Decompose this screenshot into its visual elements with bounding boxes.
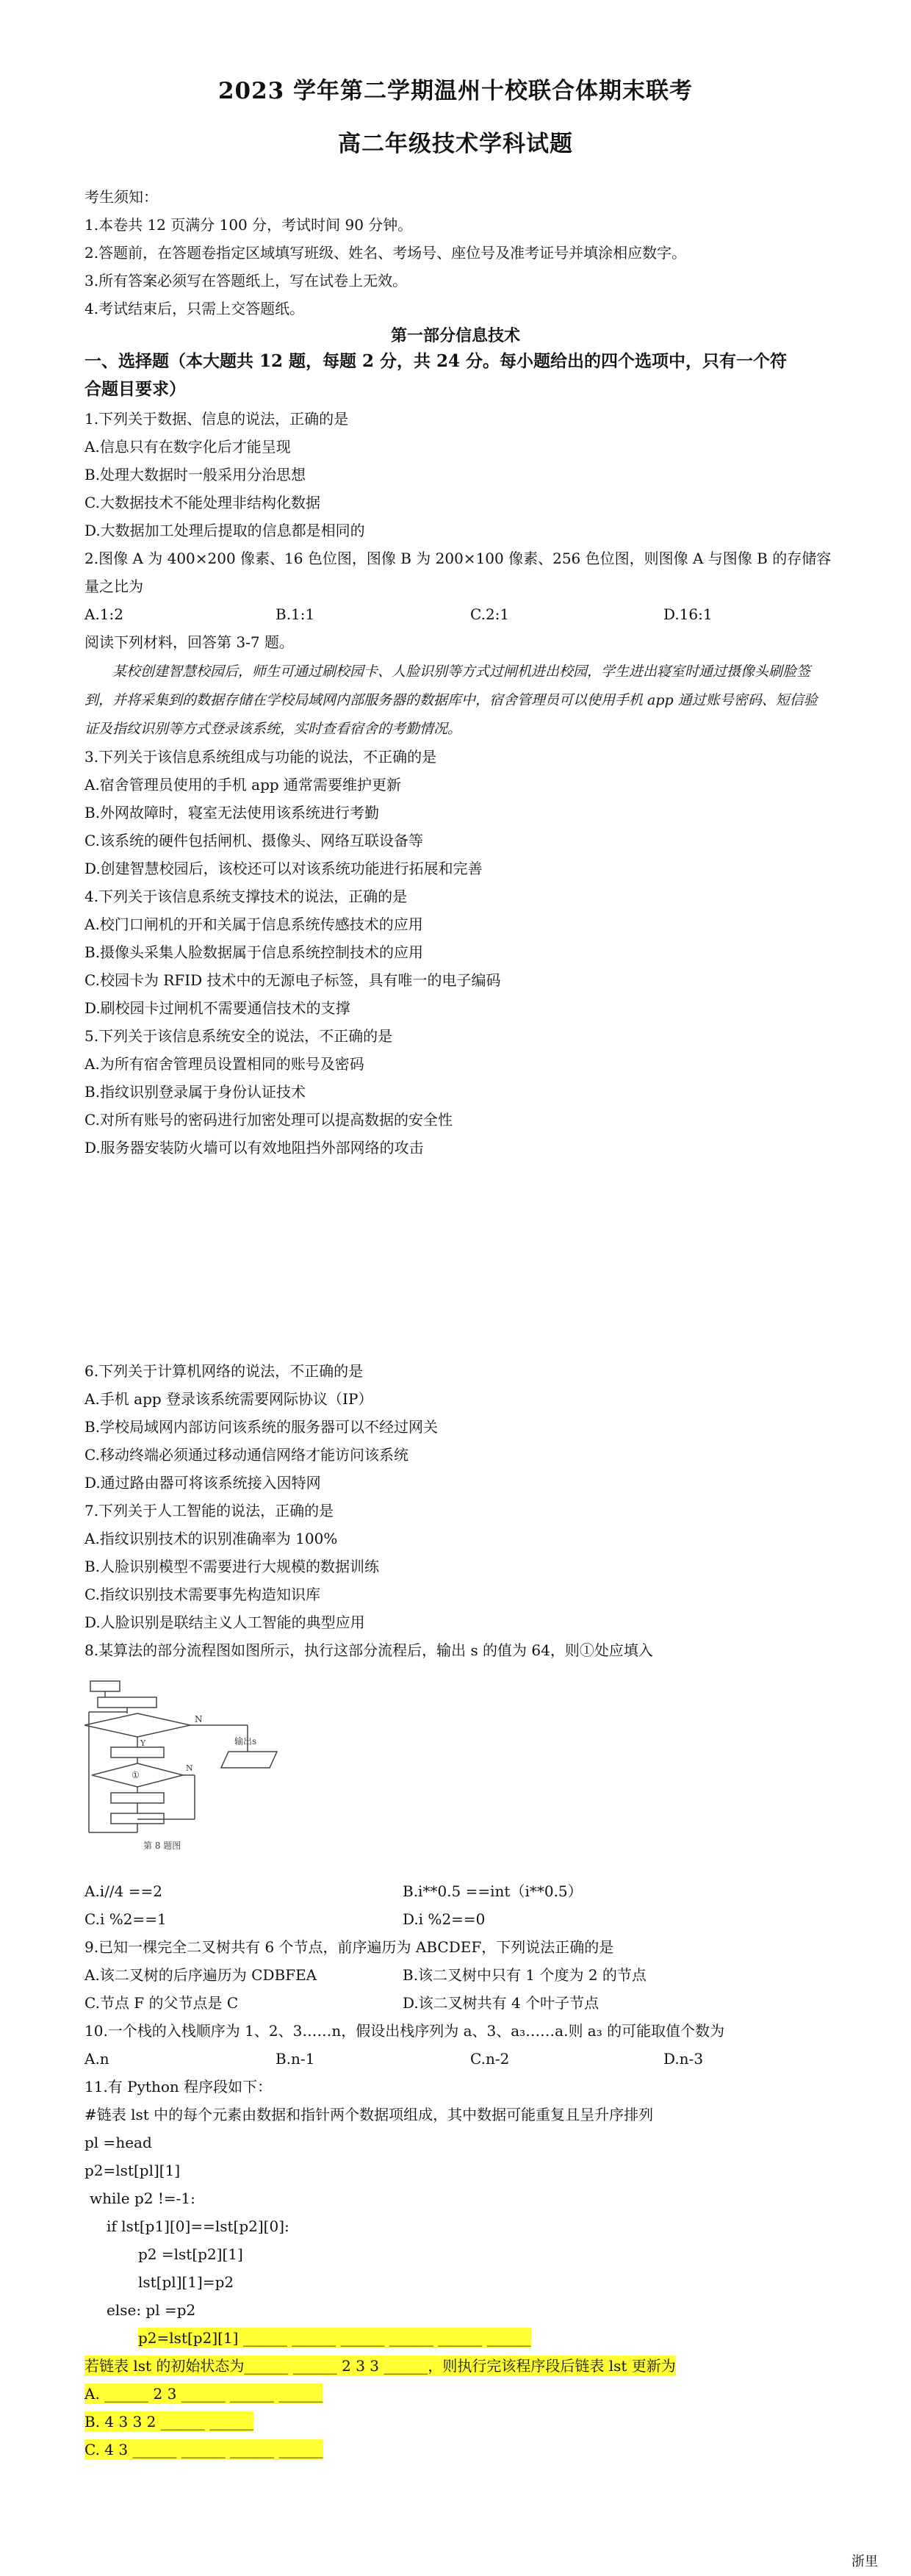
question-stem: 1.下列关于数据、信息的说法，正确的是	[84, 410, 349, 428]
code-line: lst[pl][1]=p2	[138, 2273, 234, 2291]
part-title: 第一部分信息技术	[390, 326, 520, 345]
option: A.校门口闸机的开和关属于信息系统传感技术的应用	[84, 915, 423, 933]
question-stem: 3.下列关于该信息系统组成与功能的说法，不正确的是	[84, 748, 437, 766]
flow-output	[221, 1752, 277, 1768]
option: B.学校局域网内部访问该系统的服务器可以不经过网关	[84, 1418, 439, 1436]
flow-blank-marker: ①	[132, 1770, 140, 1780]
option: D.服务器安装防火墙可以有效地阻挡外部网络的攻击	[84, 1139, 424, 1156]
code-line: p2 =lst[p2][1]	[138, 2245, 243, 2263]
option: D.人脸识别是联结主义人工智能的典型应用	[84, 1613, 365, 1631]
code-line: pl =head	[84, 2134, 152, 2151]
reading-passage: 某校创建智慧校园后，师生可通过刷校园卡、人脸识别等方式过闸机进出校园，学生进出寝室时通过摄像头刷脸签到，并将采集到的数据存储在学校局域网内部服务器的数据库中，宿舍管理员可以使用手机 app 通过账号密码、短信验证及指纹识别等方式登录该系统，实时查看宿舍的考勤情况。	[84, 663, 818, 737]
option: A.信息只有在数字化后才能呈现	[84, 438, 291, 456]
option: B.该二叉树中只有 1 个度为 2 的节点	[403, 1966, 647, 1984]
flowchart-figure	[84, 1675, 320, 1866]
option: C.指纹识别技术需要事先构造知识库	[84, 1586, 320, 1603]
flow-decision-loop	[84, 1713, 190, 1737]
option: A.该二叉树的后序遍历为 CDBFEA	[84, 1966, 317, 1984]
question-stem: 5.下列关于该信息系统安全的说法，不正确的是	[84, 1027, 393, 1045]
reading-intro: 阅读下列材料，回答第 3-7 题。	[84, 633, 294, 651]
option: A.n	[84, 2050, 109, 2068]
option: C.校园卡为 RFID 技术中的无源电子标签，具有唯一的电子编码	[84, 971, 501, 989]
option: B.处理大数据时一般采用分治思想	[84, 466, 306, 483]
option: B.i**0.5 ==int（i**0.5）	[403, 1882, 583, 1900]
notice-item: 1.本卷共 12 页满分 100 分，考试时间 90 分钟。	[84, 216, 413, 234]
flow-label-n: N	[195, 1714, 203, 1724]
question-stem: 6.下列关于计算机网络的说法，不正确的是	[84, 1362, 364, 1380]
notice-item: 2.答题前，在答题卷指定区域填写班级、姓名、考场号、座位号及准考证号并填涂相应数字。	[84, 244, 687, 262]
option: A.为所有宿舍管理员设置相同的账号及密码	[84, 1055, 364, 1073]
option: C.2:1	[470, 605, 510, 623]
flow-process	[98, 1697, 156, 1708]
option-highlighted: A. ______ 2 3 ______ ______ ______	[84, 2385, 323, 2403]
option: B.指纹识别登录属于身份认证技术	[84, 1083, 306, 1101]
code-line: #链表 lst 中的每个元素由数据和指针两个数据项组成，其中数据可能重复且呈升序排列	[84, 2106, 654, 2123]
option: A.手机 app 登录该系统需要网际协议（IP）	[84, 1390, 373, 1408]
question-stem: 11.有 Python 程序段如下：	[84, 2078, 273, 2095]
option: C.该系统的硬件包括闸机、摄像头、网络互联设备等	[84, 832, 423, 849]
flow-start	[90, 1681, 120, 1691]
code-line: else: pl =p2	[107, 2301, 196, 2319]
corner-mark: 浙里	[851, 2554, 878, 2569]
option: D.通过路由器可将该系统接入因特网	[84, 1474, 321, 1492]
option: B.1:1	[276, 605, 315, 623]
option: C.移动终端必须通过移动通信网络才能访问该系统	[84, 1446, 408, 1464]
option: A.宿舍管理员使用的手机 app 通常需要维护更新	[84, 776, 402, 794]
option: C.n-2	[470, 2050, 510, 2068]
flow-label-y: Y	[140, 1738, 146, 1748]
notice-label: 考生须知：	[84, 188, 158, 206]
section-heading-cont: 合题目要求）	[84, 379, 186, 399]
option: C.i %2==1	[84, 1910, 167, 1928]
option: B.摄像头采集人脸数据属于信息系统控制技术的应用	[84, 943, 424, 961]
code-line: while p2 !=-1:	[90, 2190, 195, 2207]
exam-subtitle: 高二年级技术学科试题	[338, 131, 573, 157]
option-highlighted: C. 4 3 ______ ______ ______ ______	[84, 2441, 323, 2458]
notice-item: 4.考试结束后，只需上交答题纸。	[84, 300, 305, 317]
option: A.1:2	[84, 605, 123, 623]
option-highlighted: B. 4 3 3 2 ______ ______	[84, 2413, 254, 2431]
option: B.n-1	[276, 2050, 315, 2068]
exam-title: 2023 学年第二学期温州十校联合体期末联考	[217, 78, 694, 104]
option: D.创建智慧校园后，该校还可以对该系统功能进行拓展和完善	[84, 860, 483, 877]
notice-item: 3.所有答案必须写在答题纸上，写在试卷上无效。	[84, 272, 408, 289]
option: B.人脸识别模型不需要进行大规模的数据训练	[84, 1558, 380, 1575]
figure-caption: 第 8 题图	[143, 1841, 181, 1851]
question-stem: 8.某算法的部分流程图如图所示，执行这部分流程后，输出 s 的值为 64，则①处应填入	[84, 1641, 653, 1659]
question-stem: 9.已知一棵完全二叉树共有 6 个节点，前序遍历为 ABCDEF，下列说法正确的是	[84, 1938, 614, 1956]
option: C.大数据技术不能处理非结构化数据	[84, 494, 320, 511]
flow-process	[111, 1793, 164, 1803]
option: C.对所有账号的密码进行加密处理可以提高数据的安全性	[84, 1111, 453, 1129]
option: C.节点 F 的父节点是 C	[84, 1994, 239, 2012]
option: D.i %2==0	[403, 1910, 486, 1928]
question-stem: 10.一个栈的入栈顺序为 1、2、3……n，假设出栈序列为 a、3、a₃……a.则 a₃ 的可能取值个数为	[84, 2022, 725, 2040]
option: A.i//4 ==2	[84, 1882, 162, 1900]
flow-process	[111, 1813, 164, 1824]
flow-output-label: 输出s	[234, 1736, 257, 1746]
option: D.该二叉树共有 4 个叶子节点	[403, 1994, 599, 2012]
option: D.刷校园卡过闸机不需要通信技术的支撑	[84, 999, 350, 1017]
question-stem: 7.下列关于人工智能的说法，正确的是	[84, 1502, 334, 1519]
code-line-highlighted: p2=lst[p2][1] ______ ______ ______ ______ ______ ______	[138, 2329, 531, 2347]
section-heading: 一、选择题（本大题共 12 题，每题 2 分，共 24 分。每小题给出的四个选项中，只有一个符	[84, 351, 788, 371]
option: D.大数据加工处理后提取的信息都是相同的	[84, 522, 365, 539]
option: B.外网故障时，寝室无法使用该系统进行考勤	[84, 804, 380, 821]
question-stem-cont: 量之比为	[84, 578, 143, 595]
question-tail-highlighted: 若链表 lst 的初始状态为______ ______ 2 3 3 ______，则执行完该程序段后链表 lst 更新为	[84, 2357, 676, 2375]
option: D.16:1	[663, 605, 713, 623]
question-stem: 2.图像 A 为 400×200 像素、16 色位图，图像 B 为 200×100 像素、256 色位图，则图像 A 与图像 B 的存储容	[84, 550, 832, 567]
code-line: p2=lst[pl][1]	[84, 2162, 181, 2179]
flow-process	[111, 1747, 164, 1757]
option: A.指纹识别技术的识别准确率为 100%	[84, 1530, 338, 1547]
flow-label-n2: N	[186, 1763, 193, 1773]
question-stem: 4.下列关于该信息系统支撑技术的说法，正确的是	[84, 888, 408, 905]
option: D.n-3	[663, 2050, 704, 2068]
code-line: if lst[p1][0]==lst[p2][0]:	[107, 2217, 289, 2235]
